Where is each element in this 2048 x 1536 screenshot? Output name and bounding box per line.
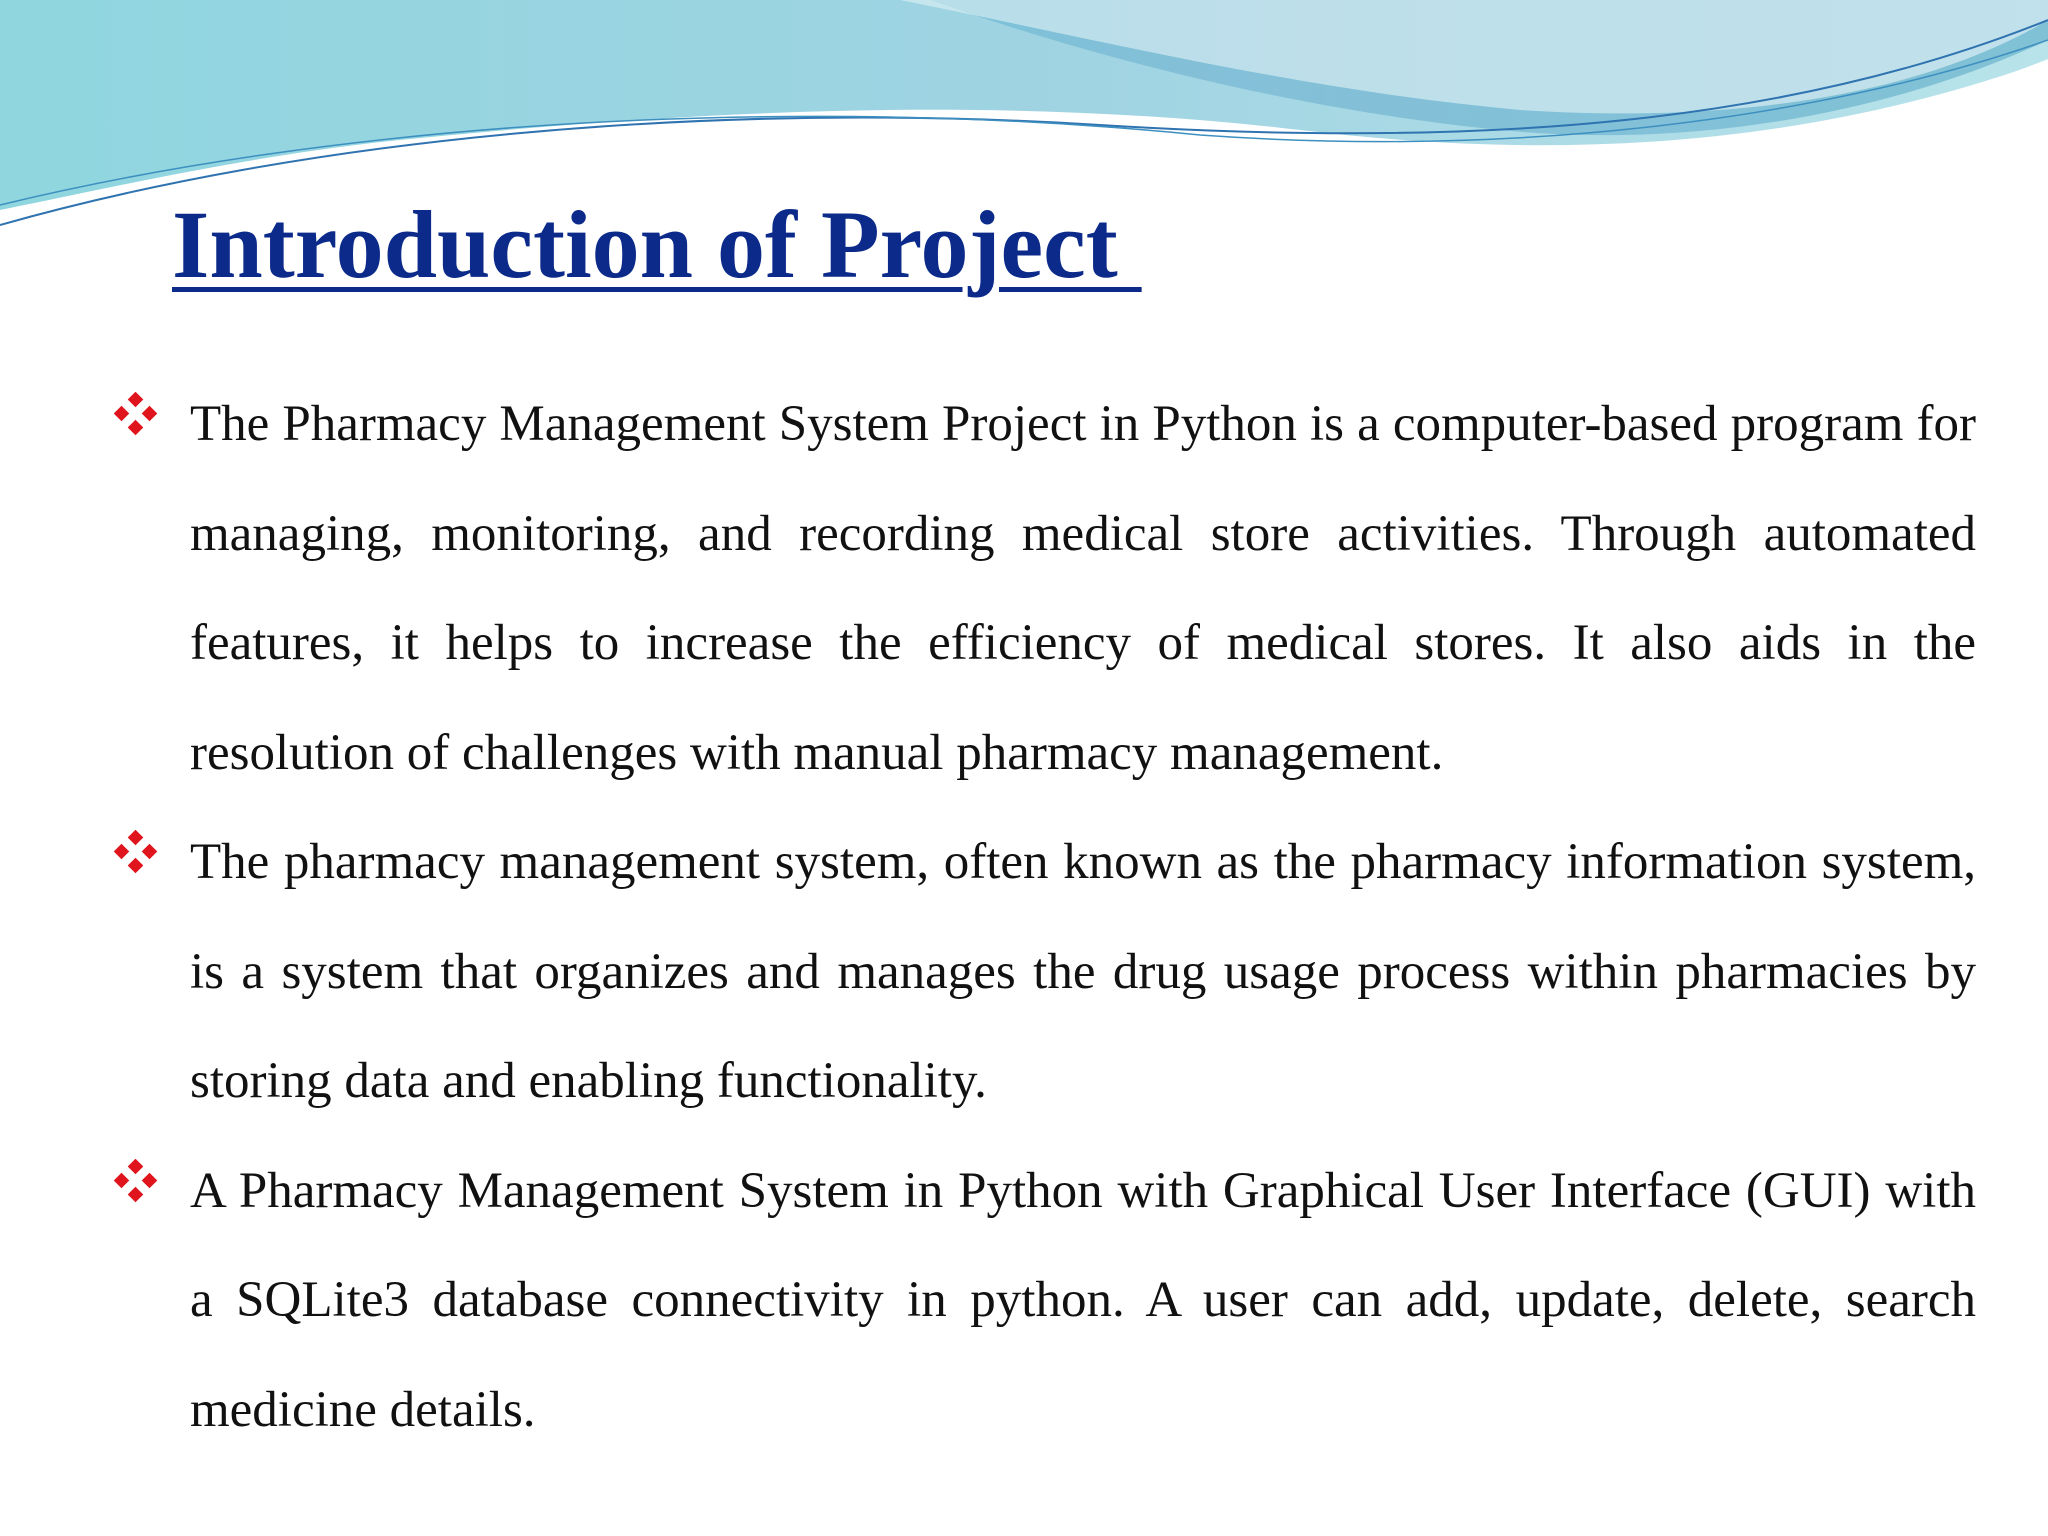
bullet-text: The pharmacy management system, often known as the pharmacy information system, is a system that organizes and manages the drug usage process within pharmacies by storing data and enabling functionality. [190,834,1976,1109]
slide-title: Introduction of Project [172,191,1142,298]
diamond-bullet-icon [114,830,158,874]
diamond-bullet-icon [114,392,158,436]
bullet-text: The Pharmacy Management System Project in Python is a computer-based program for managing, monitoring, and recording medical store activities. Through automated features, it helps to increase the efficiency of medical stores. It also aids in the resolution of challenges with manual pharmacy management. [190,396,1976,781]
bullet-item [100,808,1976,1137]
bullet-list [100,370,1976,1465]
bullet-item [100,370,1976,808]
bullet-text: A Pharmacy Management System in Python with Graphical User Interface (GUI) with a SQLite3 database connectivity in python. A user can add, update, delete, search medicine details. [190,1162,1976,1438]
bullet-item [100,1137,1976,1466]
diamond-bullet-icon [114,1159,158,1203]
